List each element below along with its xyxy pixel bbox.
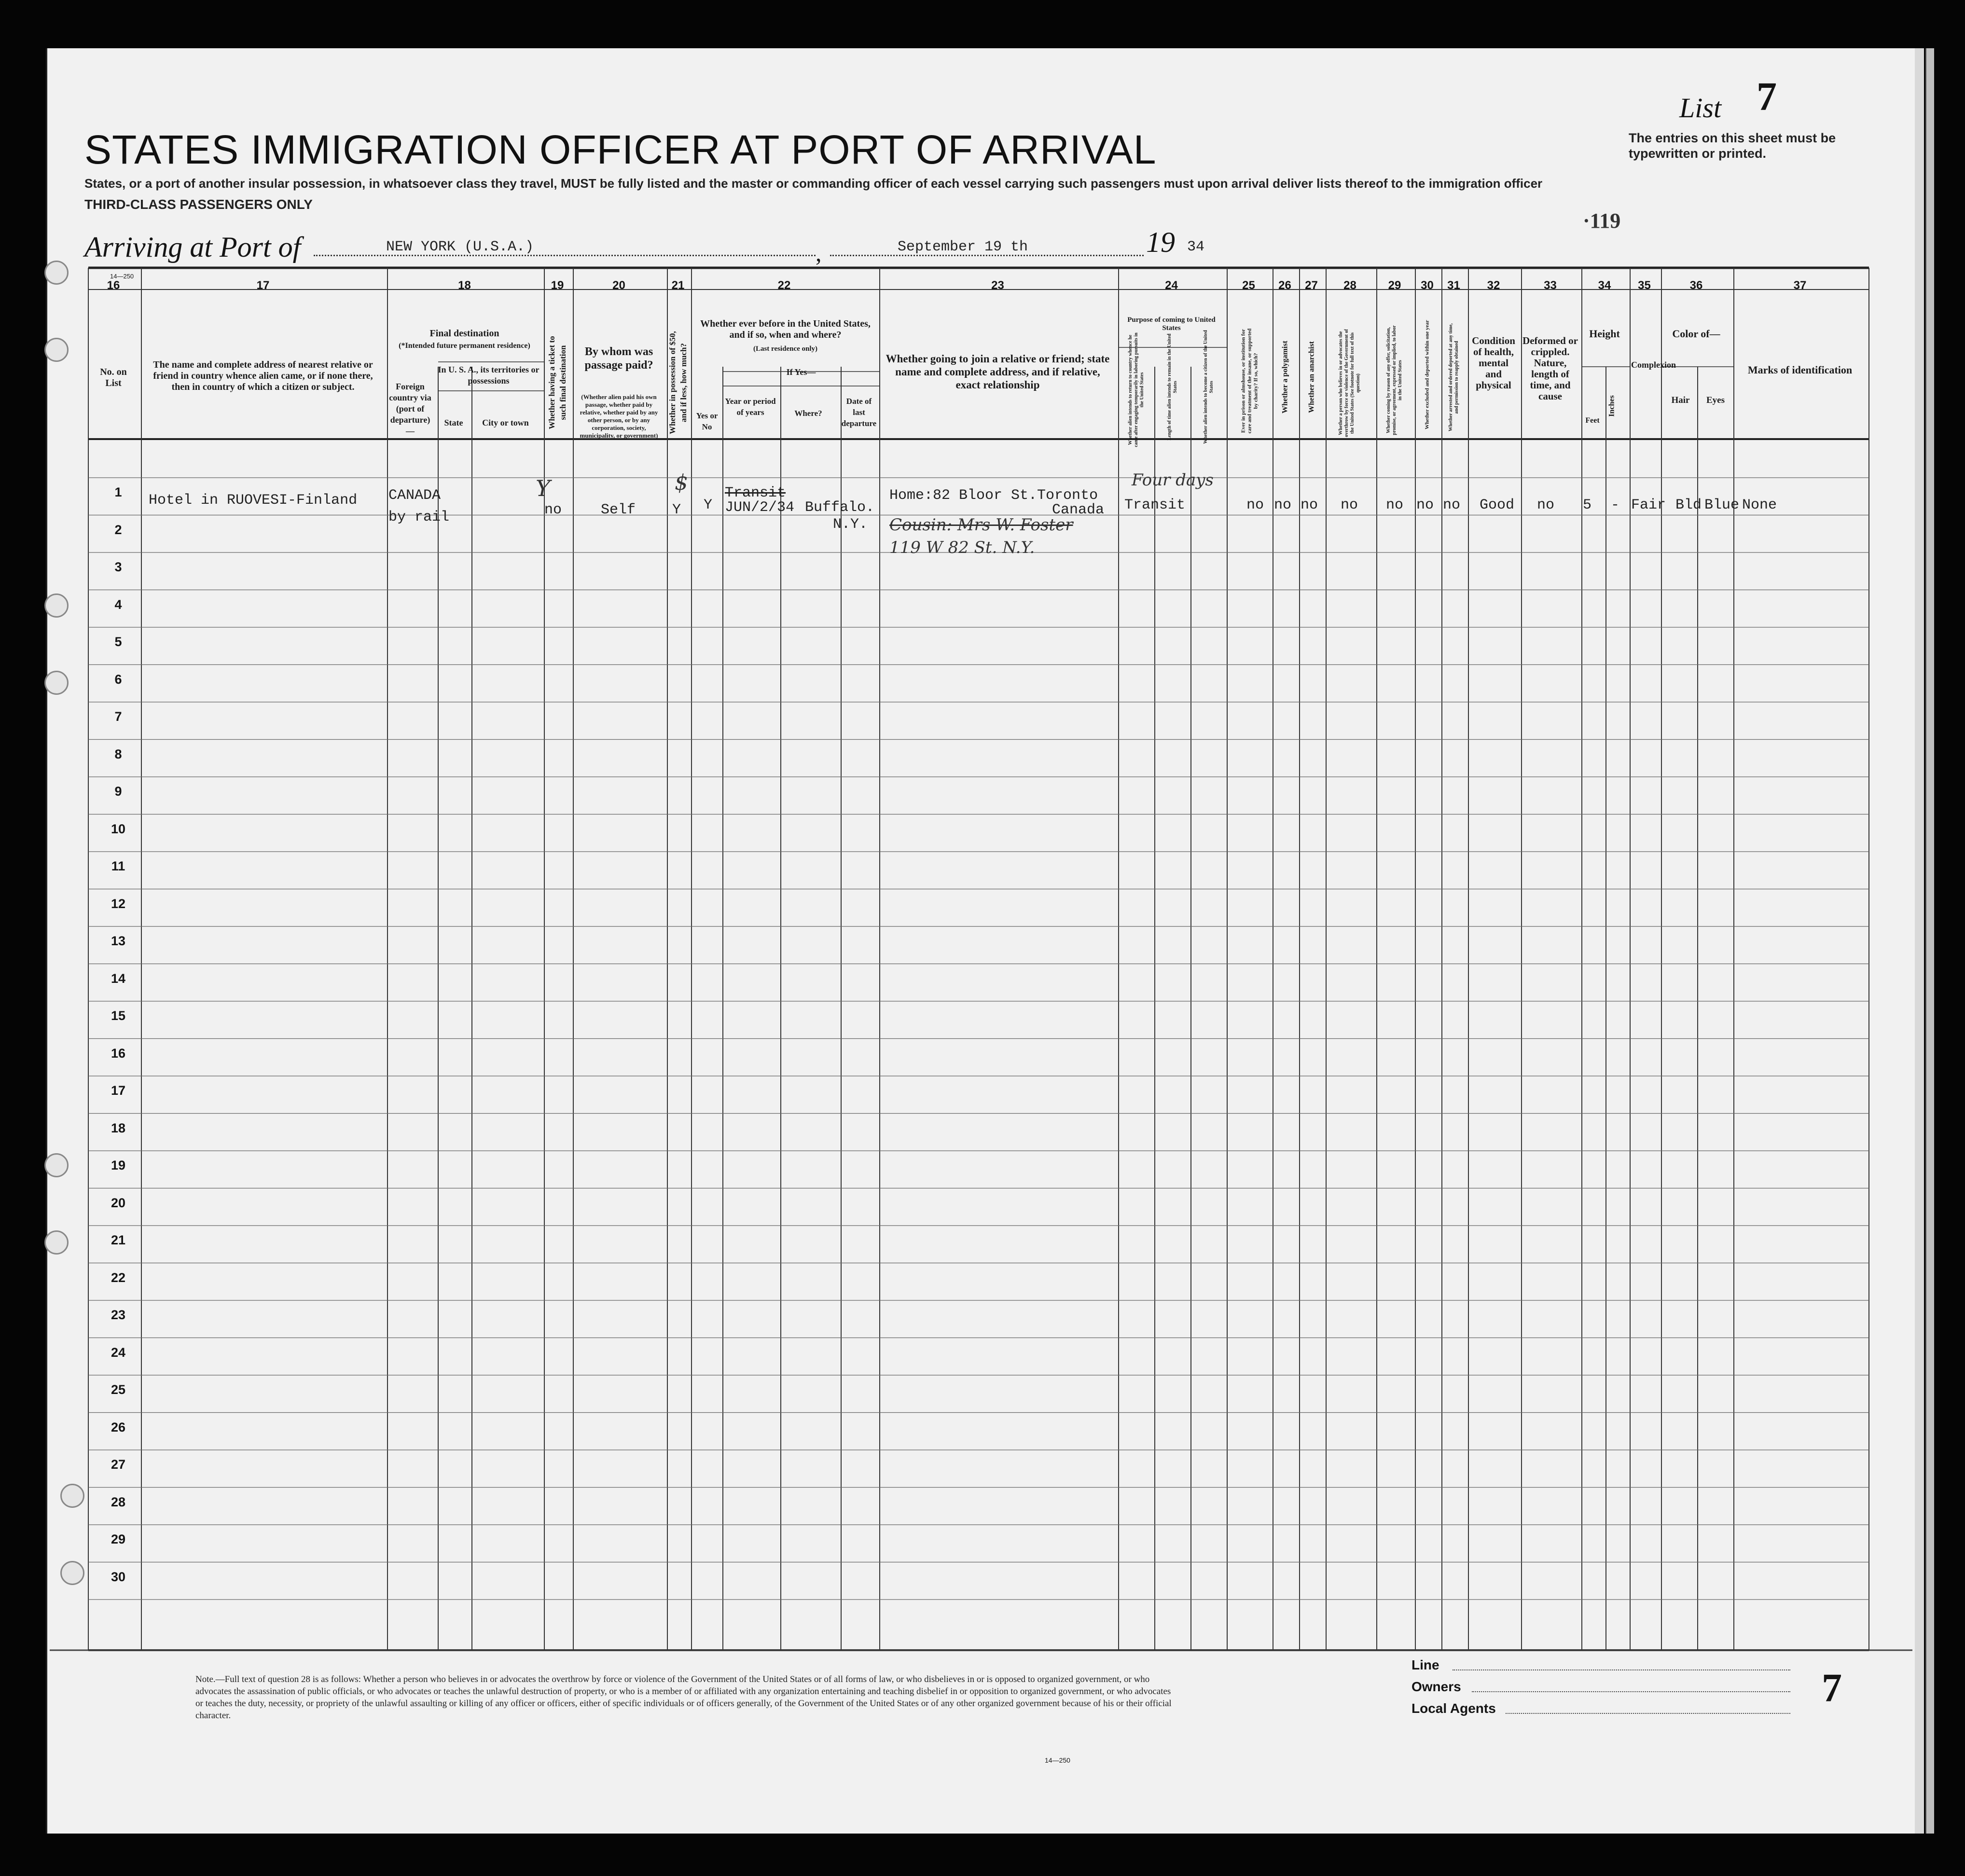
port-value: NEW YORK (U.S.A.) (386, 239, 534, 255)
col-number: 29 (1388, 279, 1401, 292)
question-31: no (1443, 497, 1461, 513)
col-header-health: Condition of health, mental and physical (1472, 335, 1515, 391)
row-number: 28 (111, 1494, 126, 1509)
manifest-sheet (46, 48, 1915, 1834)
foreign-country: CANADA (388, 487, 441, 504)
row-number: 12 (111, 896, 126, 911)
via-rail: by rail (388, 509, 450, 525)
col-number: 32 (1487, 279, 1500, 292)
marks: None (1742, 497, 1777, 513)
page-title: STATES IMMIGRATION OFFICER AT PORT OF ARRIVAL (84, 127, 1157, 172)
col-number: 16 (107, 279, 120, 292)
col-header-period: Year or period of years (725, 397, 776, 417)
col-header-no: No. on List (100, 367, 127, 388)
ever-before: Y (704, 497, 713, 513)
list-label: List (1679, 92, 1722, 124)
col-header-last-departure: Date of last departure (841, 397, 877, 428)
row-number: 19 (111, 1158, 126, 1172)
row-number: 4 (114, 597, 122, 612)
joining-handwritten: Cousin: Mrs W. Foster (889, 515, 1073, 535)
col-header-if-yes: If Yes— (786, 367, 816, 377)
col-header-ever-before: Whether ever before in the United States, and if so, when and where? (700, 318, 871, 340)
row-number: 18 (111, 1120, 126, 1135)
col-header-ever-before-note: (Last residence only) (753, 345, 818, 353)
money: Y (672, 502, 681, 518)
complexion: Fair (1631, 497, 1666, 513)
row-number: 20 (111, 1195, 126, 1210)
col-number: 28 (1343, 279, 1356, 292)
col-header-color: Color of— (1672, 328, 1720, 340)
punch-hole (44, 1230, 69, 1255)
col-number: 22 (777, 279, 791, 292)
col-header-anarchist: Whether an anarchist (1307, 341, 1316, 413)
period-date: JUN/2/34 (725, 499, 795, 516)
col-number: 30 (1421, 279, 1434, 292)
col-header-foreign-country: Foreign country via (port of departure)— (389, 382, 431, 436)
row-number: 23 (111, 1308, 126, 1322)
health: Good (1480, 497, 1515, 513)
col-header-purpose: Purpose of coming to United States (1127, 316, 1216, 332)
col-header-passage-note: (Whether alien paid his own passage, whether paid by relative, whether paid by any other person, or by any corporation, society, municipality, or government) (580, 393, 658, 439)
class-line: THIRD-CLASS PASSENGERS ONLY (84, 197, 313, 212)
col-number: 21 (671, 279, 685, 292)
col-header-hair: Hair (1671, 395, 1690, 405)
question-30: no (1416, 497, 1434, 513)
col-header-city: City or town (482, 418, 529, 428)
punch-hole (44, 593, 69, 618)
passage-paid: Self (601, 502, 636, 518)
joining-address: Home:82 Bloor St.Toronto (889, 487, 1098, 504)
row-number: 24 (111, 1345, 126, 1360)
row-number: 27 (111, 1457, 126, 1472)
footer-form-code: 14—250 (1045, 1756, 1070, 1764)
col-header-feet: Feet (1585, 416, 1600, 425)
row-number: 2 (114, 522, 122, 537)
page-number: 7 (1822, 1666, 1842, 1710)
row-number: 6 (114, 672, 122, 687)
punch-hole (44, 1153, 69, 1177)
row-number: 3 (114, 560, 122, 574)
line-label: Line (1411, 1657, 1439, 1672)
row-number: 5 (114, 635, 122, 649)
where-state: N.Y. (833, 516, 868, 533)
agents-rule (1506, 1713, 1790, 1714)
hair-color: Bld (1675, 497, 1702, 513)
punch-hole (60, 1484, 84, 1508)
page-edge (1913, 48, 1924, 1834)
row-number: 13 (111, 934, 126, 948)
money-handwritten: $ (675, 470, 688, 495)
col-header-passage: By whom was passage paid? (584, 345, 653, 372)
ruled-grid (47, 48, 1915, 1834)
col-header-marks: Marks of identification (1747, 364, 1853, 376)
row-number: 30 (111, 1569, 126, 1584)
col-number: 24 (1165, 279, 1178, 292)
punch-hole (44, 261, 69, 285)
stamp-number: ·119 (1583, 209, 1621, 233)
col-header-deformed: Deformed or crippled. Nature, length of time, and cause (1522, 335, 1578, 402)
col-header-yes-no: Yes or No (696, 411, 718, 431)
relative-address: Hotel in RUOVESI-Finland (149, 492, 358, 509)
col-header-usa: In U. S. A., its territories or possessions (438, 365, 540, 386)
row-number: 9 (114, 784, 122, 799)
where: Buffalo. (805, 499, 875, 516)
form-code: 14—250 (110, 273, 134, 280)
col-header-destination-note: (*Intended future permanent residence) (399, 342, 530, 350)
col-header-money: Whether in possession of $50, and if less, how much? (668, 331, 688, 434)
ticket-handwritten: Y (536, 475, 551, 501)
col-header-purpose-return: Whether alien intends to return to country whence he came after engaging temporarily in laboring pursuits in the United States (1128, 332, 1145, 447)
col-header-relative: The name and complete address of nearest relative or friend in country whence alien came, or if none there, then in country of which a citizen or subject. (153, 359, 373, 392)
row-number: 8 (114, 746, 122, 761)
col-header-eyes: Eyes (1706, 395, 1725, 405)
polygamist: no (1274, 497, 1292, 513)
height-feet: 5 (1583, 497, 1592, 513)
row-number: 22 (111, 1270, 126, 1285)
col-number: 18 (458, 279, 471, 292)
col-number: 19 (551, 279, 564, 292)
question-29: no (1386, 497, 1404, 513)
owners-label: Owners (1411, 1679, 1461, 1694)
ticket: no (544, 502, 562, 518)
punch-hole (44, 338, 69, 362)
period: Transit (725, 485, 786, 501)
col-header-where: Where? (794, 409, 822, 418)
local-agents-label: Local Agents (1411, 1701, 1496, 1716)
row-number: 15 (111, 1008, 126, 1023)
col-header-q28: Whether a person who believes in or advocates the overthrow by force or violence of the Government of the United States (See footnote for full text of this question) (1338, 329, 1361, 437)
col-number: 37 (1793, 279, 1807, 292)
height-inches: - (1611, 497, 1620, 513)
joining-country: Canada (1052, 502, 1105, 518)
punch-hole (60, 1561, 84, 1585)
purpose-handwritten: Four days (1132, 470, 1214, 490)
eye-color: Blue (1704, 497, 1740, 513)
col-header-purpose-citizen: Whether alien intends to become a citizen of the United States (1203, 330, 1214, 444)
row-number: 21 (111, 1233, 126, 1247)
col-number: 35 (1638, 279, 1651, 292)
col-number: 34 (1598, 279, 1611, 292)
footnote-q28: Note.—Full text of question 28 is as follows: Whether a person who believes in or advocates the overthrow by force or violence of the Government of the United States or of all forms of law, or who disbelieves in or is opposed to organized government, or who advocates the assassination of public officials, or who advocates or teaches the unlawful destruction of property, or who is a member of or affiliated with any organization entertaining and teaching disbelief in or opposition to organized government, or who advocates or teaches the duty, necessity, or propriety of the unlawful assaulting or killing of any officer or officers, either of specific individuals or of officers generally, of the Government of the United States or of any other organized government because of his or their official character. (195, 1674, 1172, 1721)
col-header-prison: Ever in prison or almshouse, or institution for care and treatment of the insane, or supported by charity? If so, which? (1240, 328, 1259, 434)
col-header-ticket: Whether having a ticket to such final destination (547, 336, 567, 429)
prison: no (1246, 497, 1264, 513)
row-number: 14 (111, 971, 126, 986)
row-number: 25 (111, 1382, 126, 1397)
col-number: 33 (1544, 279, 1557, 292)
year-suffix: 34 (1187, 239, 1205, 255)
row-number: 17 (111, 1083, 126, 1098)
col-header-q31: Whether arrested and ordered deported at any time, and permission to reapply obtained (1448, 323, 1459, 431)
row-number: 11 (111, 859, 125, 873)
col-header-destination: Final destination (429, 328, 499, 339)
col-header-inches: Inches (1607, 395, 1616, 417)
col-number: 27 (1305, 279, 1318, 292)
row-number: 16 (111, 1046, 126, 1061)
col-header-q30: Whether excluded and deported within one year (1424, 320, 1430, 429)
row-number: 7 (114, 709, 122, 724)
anarchist: no (1301, 497, 1318, 513)
question-28: no (1341, 497, 1358, 513)
col-header-height: Height (1589, 328, 1620, 340)
instruction-line: States, or a port of another insular possession, in whatsoever class they travel, MUST be fully listed and the master or commanding officer of each vessel carrying such passengers must upon arrival deliver lists thereof to the immigration officer (84, 176, 1543, 191)
year-prefix: 19 (1146, 226, 1175, 258)
col-number: 20 (612, 279, 625, 292)
joining-handwritten-address: 119 W 82 St. N.Y. (889, 538, 1035, 557)
port-label: Arriving at Port of (84, 231, 301, 263)
comma: , (816, 239, 822, 266)
row-number: 10 (111, 821, 126, 836)
date-value: September 19 th (898, 239, 1028, 255)
deformed: no (1537, 497, 1555, 513)
line-rule (1453, 1669, 1790, 1670)
col-header-q29: Whether coming by reason of any offer, solicitation, promise, or agreement, expressed or implied, to labor in the United States (1386, 325, 1403, 435)
purpose: Transit (1124, 497, 1186, 513)
list-number: 7 (1757, 74, 1777, 119)
row-number: 29 (111, 1532, 126, 1546)
col-number: 25 (1242, 279, 1255, 292)
col-header-state: State (444, 418, 463, 428)
entries-notice: The entries on this sheet must be typewritten or printed. (1629, 131, 1836, 161)
col-header-complexion: Complexion (1631, 360, 1676, 370)
punch-hole (44, 671, 69, 695)
col-number: 23 (991, 279, 1004, 292)
col-number: 26 (1278, 279, 1291, 292)
row-number: 1 (114, 485, 122, 499)
col-number: 36 (1689, 279, 1703, 292)
col-number: 31 (1447, 279, 1460, 292)
row-number: 26 (111, 1420, 126, 1435)
owners-rule (1472, 1691, 1790, 1692)
col-header-polygamist: Whether a polygamist (1281, 341, 1289, 414)
col-header-joining: Whether going to join a relative or friend; state name and complete address, and if relative, exact relationship (886, 353, 1110, 391)
page-edge (1925, 48, 1934, 1834)
col-number: 17 (256, 279, 270, 292)
col-header-purpose-length: Length of time alien intends to remain in the United States (1167, 333, 1178, 441)
